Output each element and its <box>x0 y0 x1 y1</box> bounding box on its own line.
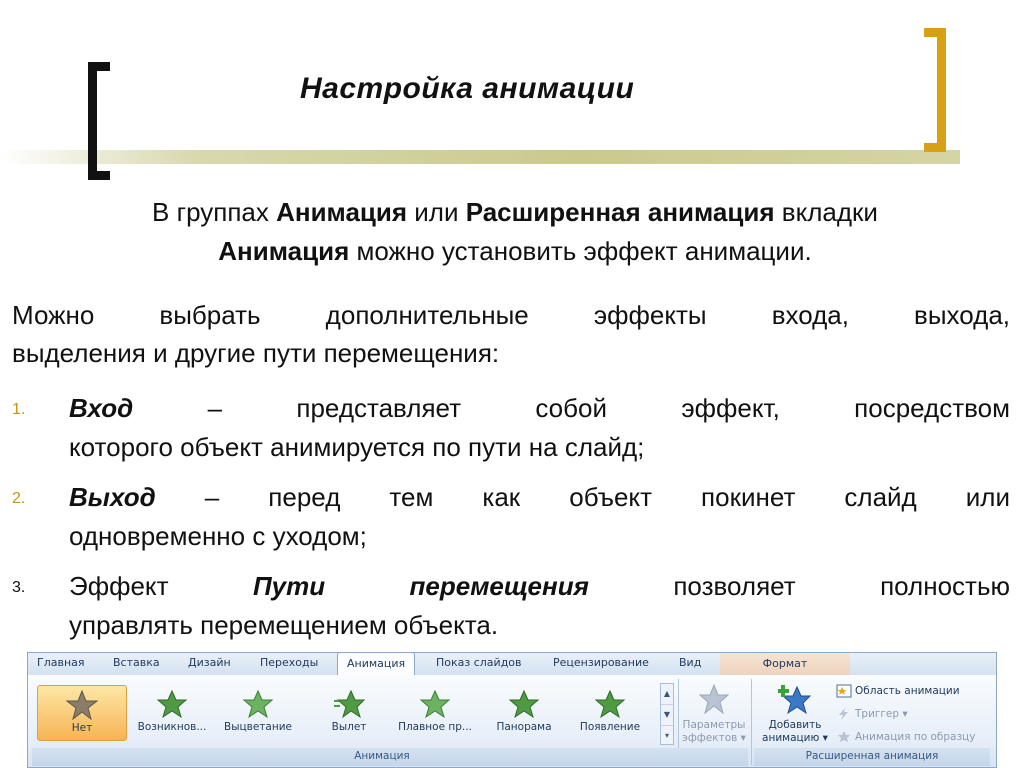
effect-none-button[interactable] <box>37 685 127 741</box>
term-exit: Выход <box>69 482 156 512</box>
list-item <box>12 389 1010 467</box>
list-item <box>12 567 1010 645</box>
scroll-up-button[interactable]: ▲ <box>661 684 673 705</box>
term-entry: Вход <box>69 393 134 423</box>
tab-insert[interactable]: Вставка <box>113 656 160 669</box>
effect-label: Плавное пр... <box>398 721 472 733</box>
numbered-list <box>12 389 1010 656</box>
paragraph-line-1: Можно выбрать дополнительные эффекты входа, выхода, <box>12 300 1010 330</box>
effect-wipe-button[interactable] <box>486 685 562 741</box>
group-label-advanced: Расширенная анимация <box>805 750 939 762</box>
list-number: 3. <box>12 579 26 596</box>
list-item-line-1 <box>69 567 1010 606</box>
effect-label: Нет <box>71 722 93 734</box>
tab-home[interactable]: Главная <box>37 656 85 669</box>
effect-label: Возникнов... <box>137 721 207 733</box>
tab-view[interactable]: Вид <box>679 656 702 669</box>
list-text: позволяет полностью <box>588 571 1011 601</box>
animation-pane-label: Область анимации <box>855 685 960 697</box>
star-icon <box>242 689 274 719</box>
effect-appear-button[interactable] <box>131 685 213 741</box>
add-animation-label: анимацию ▾ <box>762 732 828 744</box>
effect-label: Появление <box>579 721 641 733</box>
animation-painter-button[interactable] <box>836 730 975 744</box>
intro-text <box>20 193 1010 271</box>
tab-slideshow[interactable]: Показ слайдов <box>436 656 522 669</box>
star-icon <box>698 683 730 715</box>
slide-title: Настройка анимации <box>300 72 635 105</box>
gallery-more-button[interactable]: ▾ <box>664 731 669 740</box>
star-icon <box>333 689 365 719</box>
intro-line-2 <box>20 232 1010 271</box>
effect-label: Панорама <box>496 721 552 733</box>
effect-float-in-button[interactable] <box>390 685 480 741</box>
ribbon-tabs <box>28 653 996 676</box>
intro-text-part: В группах <box>152 197 277 227</box>
left-bracket-decoration <box>88 62 110 180</box>
list-text: – перед тем как объект покинет слайд или <box>155 482 1010 512</box>
effect-shape-button[interactable] <box>570 685 650 741</box>
star-icon <box>594 689 626 719</box>
trigger-button[interactable] <box>836 707 908 721</box>
intro-text-part: вкладки <box>774 197 878 227</box>
tab-animation[interactable]: Анимация <box>337 652 415 675</box>
list-item-line-2: которого объект анимируется по пути на слайд; <box>69 432 645 462</box>
list-item-line-2: одновременно с уходом; <box>69 521 367 551</box>
paragraph <box>12 296 1010 372</box>
add-animation-button[interactable] <box>756 683 834 745</box>
animation-pane-icon <box>836 684 852 698</box>
list-number: 1. <box>12 401 26 418</box>
effect-options-button[interactable] <box>678 683 750 745</box>
tab-design[interactable]: Дизайн <box>188 656 231 669</box>
intro-bold-tab: Анимация <box>218 236 350 266</box>
effect-label: Выцветание <box>224 721 292 733</box>
star-plus-icon <box>778 683 812 715</box>
ribbon <box>27 652 997 768</box>
effect-options-label: Параметры <box>682 719 746 731</box>
trigger-icon <box>836 707 852 721</box>
intro-text-part: можно установить эффект анимации. <box>349 236 812 266</box>
ribbon-panel <box>28 675 996 768</box>
intro-line-1 <box>20 193 1010 232</box>
right-bracket-decoration <box>924 28 946 152</box>
list-item <box>12 478 1010 556</box>
intro-bold-advanced: Расширенная анимация <box>465 197 775 227</box>
tab-transitions[interactable]: Переходы <box>260 656 319 669</box>
scroll-down-button[interactable]: ▼ <box>661 705 673 726</box>
animation-pane-button[interactable] <box>836 684 960 698</box>
group-label-animation: Анимация <box>354 750 410 762</box>
list-text: Эффект <box>69 571 253 601</box>
effect-label: Вылет <box>331 721 367 733</box>
animation-painter-icon <box>836 730 852 744</box>
list-item-line-1 <box>69 389 1010 428</box>
star-burst-icon <box>156 689 188 719</box>
add-animation-label: Добавить <box>768 719 822 731</box>
list-text: – представляет собой эффект, посредством <box>133 393 1010 423</box>
tab-review[interactable]: Рецензирование <box>553 656 649 669</box>
animation-painter-label: Анимация по образцу <box>855 731 976 743</box>
effect-options-label: эффектов ▾ <box>682 732 746 744</box>
term-motion-paths: Пути перемещения <box>252 571 589 601</box>
star-icon <box>66 690 98 720</box>
star-icon <box>508 689 540 719</box>
title-underline-bar <box>0 150 960 164</box>
intro-text-part: или <box>407 197 466 227</box>
list-item-line-1 <box>69 478 1010 517</box>
tab-format[interactable]: Формат <box>720 653 850 675</box>
star-icon <box>419 689 451 719</box>
list-item-line-2: управлять перемещением объекта. <box>69 610 499 640</box>
separator <box>751 679 752 765</box>
effect-fly-in-button[interactable] <box>314 685 384 741</box>
list-number: 2. <box>12 490 26 507</box>
paragraph-line-2: выделения и другие пути перемещения: <box>12 338 500 368</box>
intro-bold-animation: Анимация <box>276 197 408 227</box>
gallery-scrollbar[interactable] <box>660 683 674 745</box>
trigger-label: Триггер ▾ <box>855 708 908 720</box>
effect-fade-button[interactable] <box>218 685 298 741</box>
